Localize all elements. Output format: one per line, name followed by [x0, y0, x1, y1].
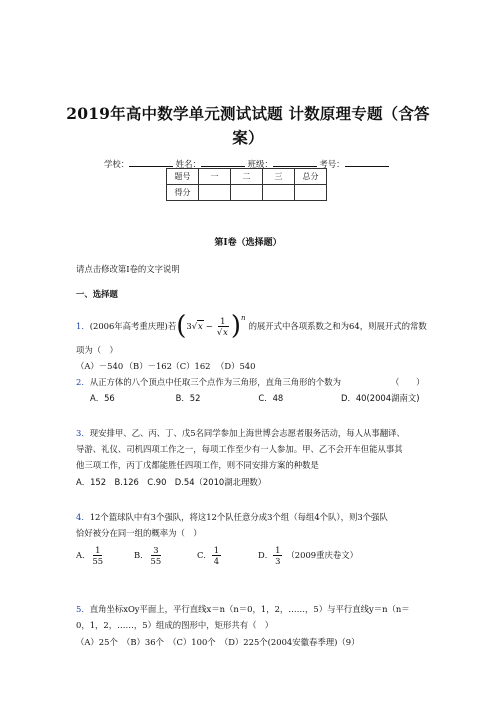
option-c[interactable]: C．48	[258, 393, 284, 403]
instruction-text: 请点击修改第I卷的文字说明	[76, 264, 180, 274]
part-one-title: 一、选择题	[76, 289, 118, 299]
name-blank[interactable]	[201, 157, 245, 167]
score-cell[interactable]	[295, 185, 327, 201]
option-label: B．	[134, 549, 149, 560]
option-label: C．	[197, 549, 212, 560]
question-2-options	[90, 393, 419, 404]
option-b[interactable]: B．52	[175, 393, 201, 403]
question-5-text: 直角坐标xOy平面上，平行直线x＝n（n＝0，1，2，……，5）与平行直线y＝n（n＝	[89, 604, 410, 614]
class-label: 班级：	[247, 159, 273, 169]
option-c[interactable]	[197, 545, 258, 566]
score-cell: 一	[199, 169, 231, 185]
exam-no-blank[interactable]	[345, 157, 389, 167]
question-5-options: （A）25个 （B）36个 （C）100个 （D）225个(2004安徽春季理)（9）	[76, 637, 360, 647]
option-c[interactable]: （C）162	[171, 361, 211, 371]
question-4-line1	[76, 512, 388, 523]
question-number: 5．	[76, 604, 90, 614]
score-cell: 二	[231, 169, 263, 185]
class-blank[interactable]	[273, 157, 317, 167]
score-table-score-row	[167, 185, 327, 201]
question-number: 2．	[76, 377, 90, 387]
fraction-numerator: 3	[153, 544, 159, 555]
right-paren-icon: )	[230, 311, 242, 341]
question-3-options: A．152 B.126 C.90 D.54（2010湖北理数）	[76, 477, 267, 487]
school-label: 学校：	[104, 159, 130, 169]
fraction-numerator: 1	[213, 544, 220, 555]
sqrt-radicand: x	[198, 321, 203, 331]
coefficient: 3	[186, 320, 192, 331]
answer-paren: （ ）	[391, 377, 425, 387]
exponent: n	[241, 314, 246, 322]
option-label: A．	[76, 549, 91, 560]
score-table-header-row	[167, 169, 327, 185]
sqrt-radicand: x	[223, 326, 228, 337]
fraction-denominator: 3	[275, 555, 281, 566]
option-a[interactable]	[76, 545, 134, 566]
fraction-numerator: 1	[220, 315, 226, 326]
fraction-denominator: 55	[92, 555, 104, 566]
fraction	[215, 316, 231, 337]
score-cell[interactable]	[231, 185, 263, 201]
option-d[interactable]: D．40(2004湖南文)	[341, 393, 420, 403]
question-1-lead: (2006年高考重庆理)若	[89, 320, 177, 331]
question-number: 4．	[76, 512, 90, 522]
fraction-numerator: 1	[95, 544, 101, 555]
option-b[interactable]	[134, 545, 197, 566]
document-title-line1: 2019年高中数学单元测试试题 计数原理专题（含答	[66, 104, 430, 123]
question-1-tail: 的展开式中各项系数之和为64，则展开式的常数	[248, 320, 427, 331]
score-cell: 总分	[295, 169, 327, 185]
minus-sign-icon: −	[205, 320, 213, 331]
question-2-line1	[76, 377, 341, 388]
question-4-text: 12个篮球队中有3个强队，将这12个队任意分成3个组（每组4个队），则3个强队	[89, 512, 388, 522]
fraction	[149, 545, 164, 566]
question-3-line1	[76, 428, 405, 439]
question-4-line2: 恰好被分在同一组的概率为（ ）	[76, 528, 202, 538]
fraction-denominator: 55	[150, 555, 162, 566]
score-cell: 得分	[167, 185, 199, 201]
question-3-line2: 导游、礼仪、司机四项工作之一，每项工作至少有一人参加。甲、乙不会开车但能从事其	[76, 444, 403, 454]
question-number: 3．	[76, 428, 90, 438]
score-table	[166, 168, 327, 201]
sqrt-sign-icon: √	[191, 320, 198, 331]
score-cell[interactable]	[263, 185, 295, 201]
question-4-options	[76, 542, 358, 568]
option-a[interactable]: A．56	[90, 393, 115, 403]
fraction-denominator: √x	[216, 326, 228, 337]
question-4-source: （2009重庆卷文）	[286, 549, 359, 560]
option-d[interactable]	[258, 545, 282, 566]
option-label: D．	[258, 549, 274, 560]
option-a[interactable]: （A）－540	[76, 361, 124, 371]
question-5-line1	[76, 604, 410, 615]
binomial-expression	[176, 313, 245, 339]
score-cell: 三	[263, 169, 295, 185]
option-b[interactable]: （B）－162	[124, 361, 172, 371]
question-1-options	[76, 361, 255, 372]
question-5-line2: 0，1，2，……，5）组成的图形中，矩形共有（ ）	[76, 620, 274, 630]
score-cell[interactable]	[199, 185, 231, 201]
fraction	[90, 545, 105, 566]
question-3-line3: 他三项工作，丙丁戊都能胜任四项工作，则不同安排方案的种数是	[76, 460, 319, 470]
fraction-numerator: 1	[275, 544, 281, 555]
option-d[interactable]: （D）540	[216, 361, 256, 371]
question-1-line2: 项为（ ）	[76, 345, 118, 355]
question-2-text: 从正方体的八个顶点中任取三个点作为三角形，直角三角形的个数为	[89, 377, 341, 387]
left-paren-icon: (	[176, 311, 187, 341]
fraction	[212, 545, 221, 566]
section-title: 第I卷（选择题）	[214, 238, 282, 248]
score-cell: 题号	[167, 169, 199, 185]
exam-no-label: 考号：	[319, 159, 345, 169]
name-label: 姓名：	[175, 159, 201, 169]
fraction	[273, 545, 282, 566]
question-1-line1	[76, 313, 427, 339]
fraction-denominator: 4	[213, 555, 220, 566]
question-number: 1．	[76, 320, 90, 331]
question-3-text: 现安排甲、乙、丙、丁、戊5名同学参加上海世博会志愿者服务活动，每人从事翻译、	[89, 428, 405, 438]
document-title-line2: 案）	[232, 128, 264, 147]
school-blank[interactable]	[129, 157, 173, 167]
